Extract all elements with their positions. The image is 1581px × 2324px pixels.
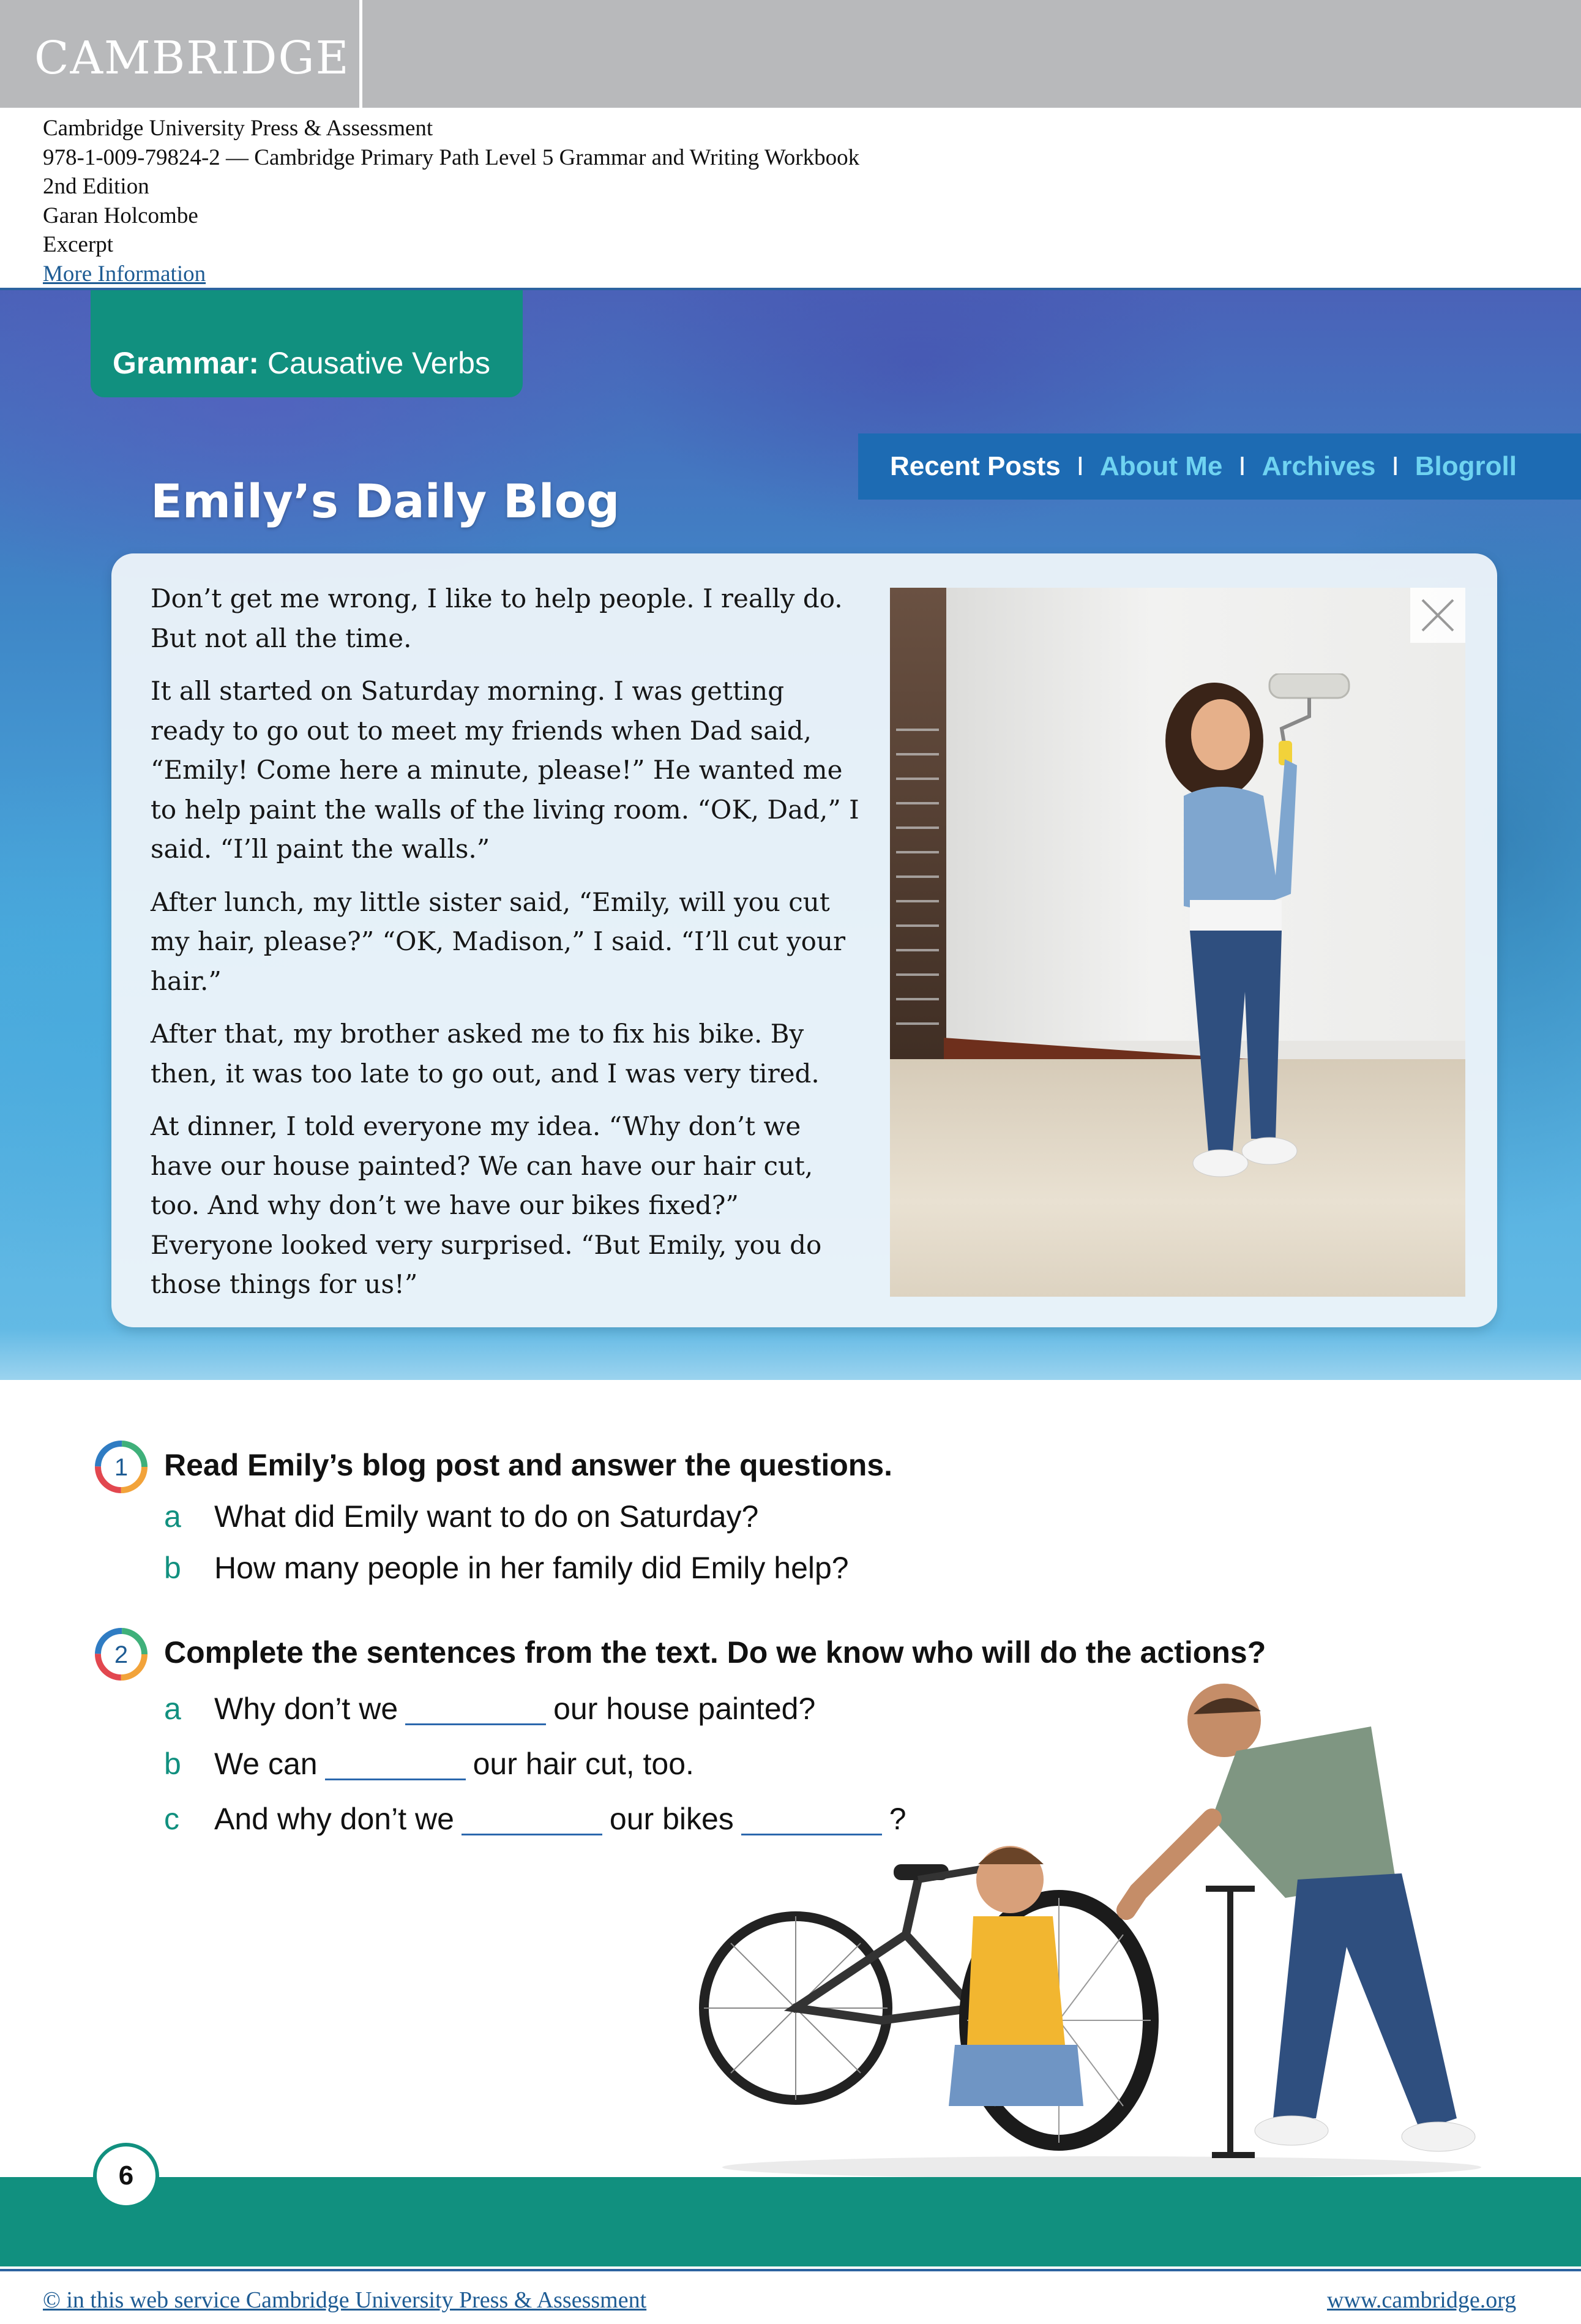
grammar-label: Grammar: bbox=[113, 346, 259, 380]
close-icon[interactable] bbox=[1410, 588, 1465, 643]
exercise-1-item-a-letter: a bbox=[164, 1499, 181, 1534]
sentence-end: ? bbox=[889, 1802, 906, 1836]
copyright-link[interactable]: © in this web service Cambridge University Press & Assessment bbox=[43, 2287, 647, 2313]
page-number-badge: 6 bbox=[93, 2143, 159, 2209]
girl-painting-photo bbox=[890, 588, 1465, 1297]
nav-archives[interactable]: Archives bbox=[1261, 451, 1376, 481]
blog-nav bbox=[858, 433, 1581, 500]
nav-separator: I bbox=[1238, 451, 1246, 481]
exercise-1-number: 1 bbox=[114, 1454, 129, 1481]
exercise-2-item-c-letter: c bbox=[164, 1802, 179, 1836]
blog-paragraph: After lunch, my little sister said, “Emily, will you cut my hair, please?” “OK, Madison,” I said. “I’ll cut your hair.” bbox=[151, 886, 846, 996]
blog-post-card bbox=[111, 553, 1497, 1327]
nav-blogroll[interactable]: Blogroll bbox=[1415, 451, 1517, 481]
website-link[interactable]: www.cambridge.org bbox=[1327, 2287, 1517, 2313]
footer-teal-band bbox=[0, 2177, 1581, 2266]
sentence-start: Why don’t we bbox=[214, 1692, 398, 1726]
answer-blank[interactable] bbox=[325, 1748, 466, 1780]
grammar-tab-label bbox=[113, 345, 490, 381]
blog-banner bbox=[0, 290, 1581, 1380]
answer-blank[interactable] bbox=[405, 1693, 546, 1725]
exercise-1-number-icon bbox=[92, 1438, 151, 1496]
banner-fade bbox=[0, 1329, 1581, 1380]
exercise-2-number: 2 bbox=[114, 1641, 129, 1668]
publisher-line: Cambridge University Press & Assessment bbox=[43, 116, 433, 141]
blog-paragraph: At dinner, I told everyone my idea. “Why don’t we have our house painted? We can have our hair cut, too. And why don’t we have our bikes fixed?” Everyone looked very surprised. “But Emily, you do those things for us!” bbox=[151, 1111, 822, 1299]
isbn-title-line: 978-1-009-79824-2 — Cambridge Primary Path Level 5 Grammar and Writing Workbook bbox=[43, 144, 860, 170]
grammar-topic: Causative Verbs bbox=[267, 346, 490, 380]
nav-recent-posts[interactable]: Recent Posts bbox=[890, 451, 1061, 481]
nav-about-me[interactable]: About Me bbox=[1100, 451, 1223, 481]
header-divider bbox=[359, 0, 362, 108]
blog-paragraph: Don’t get me wrong, I like to help people. I really do. But not all the time. bbox=[151, 583, 843, 653]
exercise-1-item-b-letter: b bbox=[164, 1551, 181, 1585]
cambridge-logo: CAMBRIDGE bbox=[34, 32, 350, 84]
book-metadata bbox=[43, 114, 859, 288]
exercise-1-instruction: Read Emily’s blog post and answer the questions. bbox=[164, 1448, 893, 1482]
sentence-start: We can bbox=[214, 1747, 318, 1781]
exercise-2-number-icon bbox=[92, 1625, 151, 1684]
exercise-2-item-b bbox=[214, 1746, 694, 1782]
photo-stair-rails bbox=[896, 729, 939, 1035]
photo-staircase bbox=[890, 588, 946, 1090]
exercise-2-item-a-letter: a bbox=[164, 1692, 181, 1726]
exercise-1-item-b: How many people in her family did Emily help? bbox=[214, 1551, 849, 1585]
nav-separator: I bbox=[1391, 451, 1399, 481]
nav-separator: I bbox=[1076, 451, 1084, 481]
sentence-start: And why don’t we bbox=[214, 1802, 454, 1836]
author-line: Garan Holcombe bbox=[43, 203, 198, 228]
sentence-end: our house painted? bbox=[553, 1692, 816, 1726]
excerpt-line: Excerpt bbox=[43, 232, 114, 257]
sentence-middle: our bikes bbox=[609, 1802, 734, 1836]
edition-line: 2nd Edition bbox=[43, 174, 149, 199]
exercise-1-item-a: What did Emily want to do on Saturday? bbox=[214, 1499, 759, 1534]
blog-title: Emily’s Daily Blog bbox=[151, 474, 620, 528]
blog-paragraph: After that, my brother asked me to fix his bike. By then, it was too late to go out, and I was very tired. bbox=[151, 1019, 820, 1089]
exercise-2-instruction: Complete the sentences from the text. Do we know who will do the actions? bbox=[164, 1635, 1266, 1670]
answer-blank[interactable] bbox=[462, 1803, 602, 1835]
father-son-fixing-bike-photo bbox=[686, 1677, 1506, 2180]
blog-paragraph: It all started on Saturday morning. I was getting ready to go out to meet my friends when Dad said, “Emily! Come here a minute, please!” He wanted me to help paint the walls of the living room. “OK, Dad,” I said. “I’ll paint the walls.” bbox=[151, 676, 859, 864]
exercise-2-item-b-letter: b bbox=[164, 1747, 181, 1781]
more-information-link[interactable]: More Information bbox=[43, 261, 206, 287]
girl-with-paint-roller bbox=[1153, 673, 1355, 1224]
footer-rule bbox=[0, 2269, 1581, 2271]
blog-post-text bbox=[151, 579, 861, 1318]
sentence-end: our hair cut, too. bbox=[473, 1747, 694, 1781]
grammar-tab bbox=[91, 290, 523, 397]
